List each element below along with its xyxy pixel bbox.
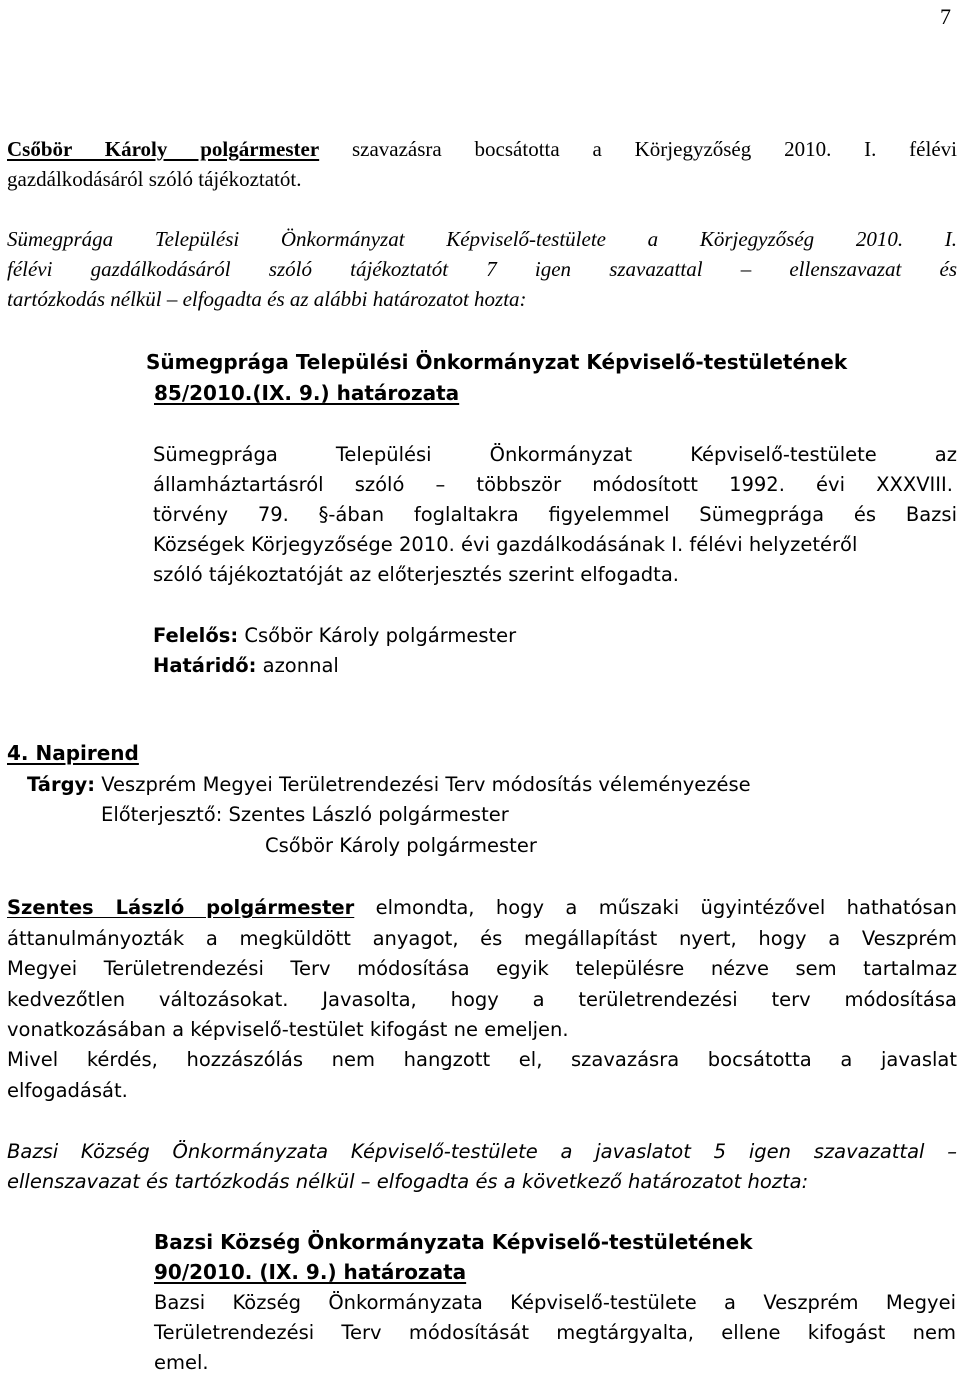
resolution-1-body-line-2: államháztartásról szóló – többször módosított 1992. évi XXXVIII.	[153, 473, 953, 496]
agenda-heading: 4. Napirend	[7, 741, 139, 765]
deadline-value: azonnal	[256, 654, 339, 677]
resolution-2-number: 90/2010. (IX. 9.) határozata	[154, 1260, 467, 1284]
paragraph-3-line-1	[7, 893, 957, 923]
paragraph-2-line-1: Sümegprága Települési Önkormányzat Képviselő-testülete a Körjegyzőség 2010. I.	[7, 227, 957, 251]
page-number: 7	[940, 4, 951, 29]
responsible-label: Felelős:	[153, 624, 239, 647]
resolution-1-heading: Sümegprága Települési Önkormányzat Képviselő-testületének	[146, 350, 848, 374]
resolution-1-body-line-1: Sümegprága Települési Önkormányzat Képviselő-testülete az	[153, 443, 957, 466]
resolution-2-body-line-1: Bazsi Község Önkormányzata Képviselő-testülete a Veszprém Megyei	[154, 1291, 956, 1314]
deadline-label: Határidő:	[153, 654, 257, 677]
agenda-presenter-2: Csőbör Károly polgármester	[265, 834, 537, 857]
resolution-1-body-line-3: törvény 79. §-ában foglaltakra figyelemmel Sümegprága és Bazsi	[153, 503, 957, 526]
paragraph-3-line-7: elfogadását.	[7, 1079, 128, 1102]
resolution-2-heading: Bazsi Község Önkormányzata Képviselő-testületének	[154, 1230, 753, 1254]
resolution-2-body-line-2: Területrendezési Terv módosítását megtárgyalta, ellene kifogást nem	[154, 1321, 956, 1344]
speaker-name: Csőbör Károly polgármester	[7, 137, 320, 161]
responsible-value: Csőbör Károly polgármester	[238, 624, 517, 647]
deadline-line	[153, 651, 339, 681]
subject-label: Tárgy:	[27, 773, 96, 796]
paragraph-2-line-2: félévi gazdálkodásáról szóló tájékoztatót 7 igen szavazattal – ellenszavazat és	[7, 257, 957, 281]
resolution-2-body-line-3: emel.	[154, 1351, 209, 1374]
paragraph-1-text: szavazásra bocsátotta a Körjegyzőség 2010. I. félévi	[319, 137, 957, 161]
paragraph-1-line-1	[7, 134, 957, 164]
paragraph-4-line-1: Bazsi Község Önkormányzata Képviselő-testülete a javaslatot 5 igen szavazattal –	[7, 1140, 957, 1163]
resolution-1-number: 85/2010.(IX. 9.) határozata	[154, 381, 460, 405]
paragraph-1-line-2: gazdálkodásáról szóló tájékoztatót.	[7, 167, 302, 191]
paragraph-2-line-3: tartózkodás nélkül – elfogadta és az alábbi határozatot hozta:	[7, 287, 527, 311]
paragraph-3-line-2: áttanulmányozták a megküldött anyagot, és megállapítást nyert, hogy a Veszprém	[7, 927, 957, 950]
responsible-line	[153, 621, 516, 651]
resolution-1-body-line-4: Községek Körjegyzősége 2010. évi gazdálkodásának I. félévi helyzetéről	[153, 533, 858, 556]
paragraph-3-line-3: Megyei Területrendezési Terv módosítása egyik településre nézve sem tartalmaz	[7, 957, 957, 980]
speaker-name-2: Szentes László polgármester	[7, 896, 355, 919]
paragraph-3-line-6: Mivel kérdés, hozzászólás nem hangzott el, szavazásra bocsátotta a javaslat	[7, 1048, 957, 1071]
agenda-subject	[27, 770, 751, 800]
subject-value: Veszprém Megyei Területrendezési Terv módosítás véleményezése	[95, 773, 751, 796]
paragraph-4-line-2: ellenszavazat és tartózkodás nélkül – elfogadta és a következő határozatot hozta:	[7, 1170, 809, 1193]
paragraph-3-line-4: kedvezőtlen változásokat. Javasolta, hogy a területrendezési terv módosítása	[7, 988, 957, 1011]
resolution-1-body-line-5: szóló tájékoztatóját az előterjesztés szerint elfogadta.	[153, 563, 679, 586]
paragraph-3-text: elmondta, hogy a műszaki ügyintézővel hathatósan	[354, 896, 957, 919]
agenda-presenter: Előterjesztő: Szentes László polgármester	[101, 803, 509, 826]
paragraph-3-line-5: vonatkozásában a képviselő-testület kifogást ne emeljen.	[7, 1018, 569, 1041]
